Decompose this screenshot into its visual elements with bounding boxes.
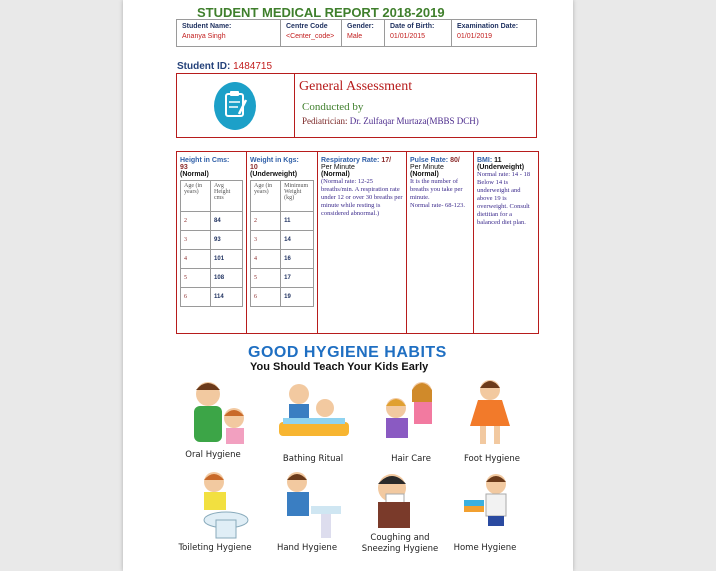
student-id-label: Student ID: [177, 61, 231, 72]
dob-cell [385, 20, 452, 47]
age-cell: 2 [181, 212, 211, 231]
oral-hygiene-illustration [178, 376, 258, 448]
gender-label: Gender: [347, 23, 374, 30]
age-cell: 3 [251, 231, 281, 250]
hygiene-item-label: Oral Hygiene [185, 450, 241, 460]
value-cell: 14 [281, 231, 314, 250]
age-cell: 4 [181, 250, 211, 269]
value-cell: 114 [211, 288, 243, 307]
hygiene-item-label: Hair Care [391, 454, 431, 464]
weight-label: Weight in Kgs: [250, 157, 299, 164]
height-col-avg: Avg Height cms [211, 181, 243, 212]
dob-value: 01/01/2015 [390, 33, 426, 40]
pulse-value: 80/ [450, 157, 460, 164]
conducted-by: Conducted by [302, 101, 364, 113]
height-status: (Normal) [180, 171, 209, 178]
value-cell: 101 [211, 250, 243, 269]
bmi-header [477, 157, 534, 164]
exam-date-value: 01/01/2019 [457, 33, 493, 40]
age-cell: 6 [251, 288, 281, 307]
value-cell: 84 [211, 212, 243, 231]
toileting-hygiene-illustration [182, 466, 258, 542]
weight-col-age: Age (in years) [251, 181, 281, 212]
student-info-table [176, 19, 537, 47]
pulse-header [410, 157, 470, 164]
age-cell: 2 [251, 212, 281, 231]
respiratory-label: Respiratory Rate: [321, 157, 380, 164]
bmi-status: (Underweight) [477, 164, 525, 171]
height-value-row [180, 164, 243, 171]
hygiene-item-label: Bathing Ritual [282, 454, 344, 464]
weight-value-row [250, 164, 314, 171]
weight-reference-table [250, 180, 314, 307]
value-cell: 17 [281, 269, 314, 288]
respiratory-status: (Normal) [321, 171, 350, 178]
height-label: Height in Cms: [180, 157, 230, 164]
table-row [251, 269, 314, 288]
clipboard-icon [214, 82, 256, 130]
student-id [177, 61, 272, 72]
hand-hygiene-illustration [275, 466, 351, 542]
home-hygiene-illustration [458, 470, 528, 540]
bmi-column [474, 152, 537, 333]
hygiene-item-label: Home Hygiene [453, 543, 517, 553]
bathing-ritual-illustration [273, 378, 353, 450]
weight-col-min: Minimum Weight (kg) [281, 181, 314, 212]
value-cell: 11 [281, 212, 314, 231]
centre-code-value: <Center_code> [286, 33, 335, 40]
assessment-heading: General Assessment [299, 79, 413, 94]
bmi-label: BMI: [477, 157, 493, 164]
value-cell: 16 [281, 250, 314, 269]
value-cell: 108 [211, 269, 243, 288]
pediatrician-label: Pediatrician: [302, 116, 348, 126]
age-cell: 6 [181, 288, 211, 307]
centre-code-cell [281, 20, 342, 47]
coughing-sneezing-illustration [362, 468, 438, 532]
respiratory-column [318, 152, 407, 333]
pediatrician-line [302, 116, 479, 126]
hygiene-item-label: Toileting Hygiene [178, 543, 252, 553]
pulse-note-2: Normal rate- 68-123. [410, 202, 466, 209]
table-row [181, 250, 243, 269]
hygiene-subtitle: You Should Teach Your Kids Early [250, 361, 429, 373]
weight-value: 10 [250, 164, 258, 171]
table-row [251, 231, 314, 250]
exam-date-cell [452, 20, 537, 47]
foot-hygiene-illustration [460, 376, 530, 452]
bmi-value: 11 [494, 157, 502, 164]
age-cell: 5 [251, 269, 281, 288]
gender-value: Male [347, 33, 363, 40]
respiratory-value: 17/ [381, 157, 392, 164]
weight-status: (Underweight) [250, 171, 298, 178]
pulse-note-1: It is the number of breaths you take per minute. [410, 178, 463, 201]
bmi-note: Normal rate: 14 - 18 Below 14 is underweight and above 19 is overweight. Consult dietitian for a balanced diet plan. [477, 171, 531, 226]
report-title: STUDENT MEDICAL REPORT 2018-2019 [197, 5, 445, 20]
respiratory-header [321, 157, 403, 164]
weight-column [247, 152, 318, 333]
table-row [181, 231, 243, 250]
height-value: 93 [180, 164, 188, 171]
table-row [181, 288, 243, 307]
height-col-age: Age (in years) [181, 181, 211, 212]
value-cell: 93 [211, 231, 243, 250]
hygiene-item-label: Foot Hygiene [463, 454, 521, 464]
age-cell: 5 [181, 269, 211, 288]
pulse-label: Pulse Rate: [410, 157, 449, 164]
hair-care-illustration [372, 378, 452, 450]
table-row [181, 269, 243, 288]
age-cell: 3 [181, 231, 211, 250]
student-name-cell [177, 20, 281, 47]
pulse-status: (Normal) [410, 171, 439, 178]
table-row [181, 212, 243, 231]
table-row [251, 288, 314, 307]
hygiene-title: GOOD HYGIENE HABITS [248, 344, 447, 361]
gender-cell [342, 20, 385, 47]
vitals-table [176, 151, 539, 334]
table-row [251, 250, 314, 269]
respiratory-unit: Per Minute [321, 164, 355, 171]
pulse-column [407, 152, 474, 333]
student-id-value: 1484715 [233, 61, 273, 72]
centre-code-label: Centre Code [286, 23, 328, 30]
hygiene-item-label: Coughing and Sneezing Hygiene [361, 533, 439, 554]
exam-date-label: Examination Date: [457, 23, 519, 30]
age-cell: 4 [251, 250, 281, 269]
height-reference-table [180, 180, 243, 307]
value-cell: 19 [281, 288, 314, 307]
assessment-logo-cell [177, 74, 295, 137]
student-name-label: Student Name: [182, 23, 232, 30]
dob-label: Date of Birth: [390, 23, 435, 30]
pulse-unit: Per Minute [410, 164, 444, 171]
student-name-value: Ananya Singh [182, 33, 226, 40]
height-column [177, 152, 247, 333]
hygiene-item-label: Hand Hygiene [276, 543, 338, 553]
respiratory-note: (Normal rate: 12-25 breaths/min. A respiration rate under 12 or over 30 breaths per minute while resting is considered abnormal.) [321, 178, 403, 217]
table-row [251, 212, 314, 231]
pediatrician-name: Dr. Zulfaqar Murtaza(MBBS DCH) [349, 116, 479, 126]
general-assessment-box [176, 73, 537, 138]
